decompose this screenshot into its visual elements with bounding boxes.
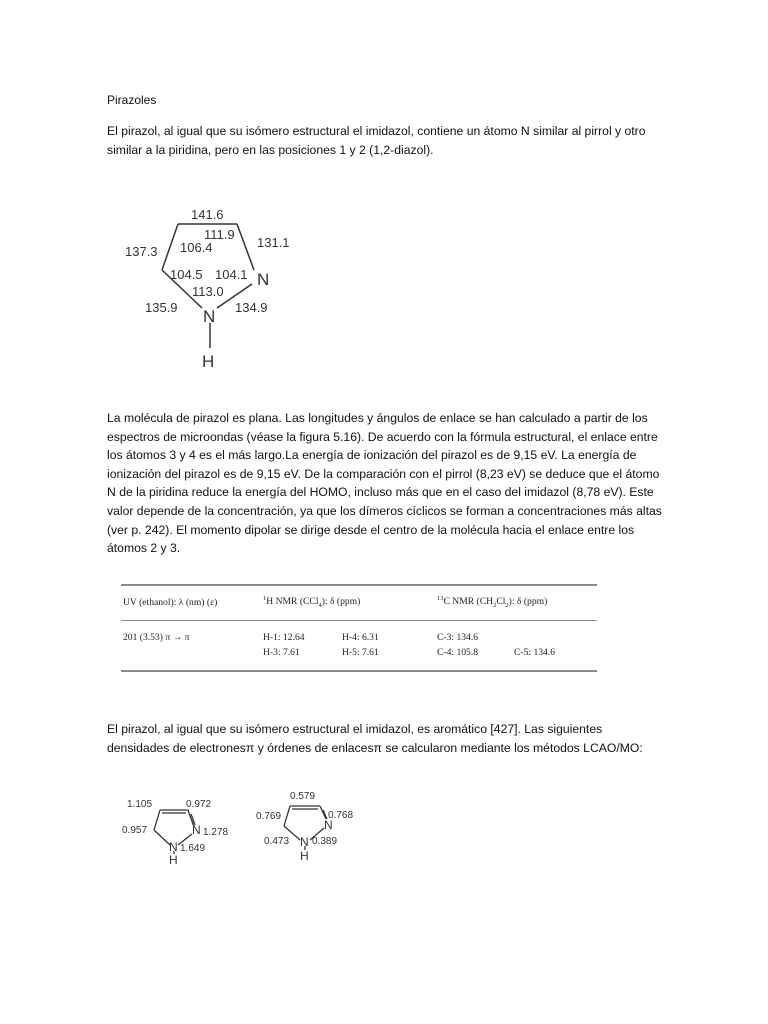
angle-top-left: 106.4 — [180, 240, 213, 255]
bond-length-right: 131.1 — [257, 235, 290, 250]
atom-n1: N — [203, 307, 216, 326]
bond-length-top: 141.6 — [191, 207, 224, 222]
angle-n2: 104.1 — [215, 267, 248, 282]
s3-atom-n2: N — [324, 818, 333, 832]
s2-atom-n2: N — [192, 823, 201, 837]
angle-n1: 113.0 — [192, 284, 224, 299]
table-top-rule — [121, 584, 597, 586]
aromaticity-paragraph: El pirazol, al igual que su isómero estructural el imidazol, es aromático [427]. Las siguientes densidades de electronesπ y órdenes de enlacesπ se calcularon mediante los métodos LCAO/MO: — [107, 722, 643, 755]
c-nmr-c3: C-3: 134.6 — [437, 632, 479, 643]
c-nmr-c5: C-5: 134.6 — [514, 647, 556, 658]
angle-top-right: 111.9 — [204, 227, 235, 242]
h-nmr-h3: H-3: 7.61 — [263, 647, 300, 658]
atom-n2: N — [257, 270, 270, 289]
density-c4: 1.105 — [127, 799, 153, 810]
density-n2: 1.278 — [203, 827, 229, 838]
pi-bond-order-diagram — [256, 784, 371, 864]
bond-length-bottom-left: 135.9 — [145, 300, 178, 315]
c-nmr-c4: C-4: 105.8 — [437, 647, 479, 658]
pi-electron-density-diagram — [118, 788, 233, 868]
h-nmr-h5: H-5: 7.61 — [342, 647, 379, 658]
bond-order-top: 0.579 — [290, 791, 316, 802]
spectroscopy-table — [121, 584, 597, 672]
density-c5: 0.957 — [122, 825, 148, 836]
table-header-rule — [121, 620, 597, 621]
bond-order-right: 0.768 — [328, 810, 354, 821]
bond-order-left: 0.769 — [256, 811, 282, 822]
density-n1: 1.649 — [180, 843, 206, 854]
header-uv: UV (ethanol): λ (nm) (ε) — [123, 597, 218, 608]
bond-length-bottom-right: 134.9 — [235, 300, 268, 315]
table-bottom-rule — [121, 670, 597, 672]
h-nmr-h1: H-1: 12.64 — [263, 632, 305, 643]
s3-atom-h: H — [300, 849, 309, 863]
s2-atom-h: H — [169, 853, 178, 867]
bond-length-left: 137.3 — [125, 244, 158, 259]
h-nmr-h4: H-4: 6.31 — [342, 632, 379, 643]
section-heading: Pirazoles — [107, 93, 157, 107]
angle-bottom-left: 104.5 — [170, 267, 203, 282]
header-c-nmr: $^{13}$C NMR $(CH_2Cl_2)$: δ (ppm) — [437, 595, 548, 610]
s2-atom-n1: N — [169, 840, 178, 854]
s3-atom-n1: N — [300, 835, 309, 849]
density-c3: 0.972 — [186, 799, 212, 810]
atom-h: H — [202, 352, 215, 371]
structure-paragraph: La molécula de pirazol es plana. Las longitudes y ángulos de enlace se han calculado a partir de los espectros de microondas (véase la figura 5.16). De acuerdo con la fórmula estructural, el enlace entre los átomos 3 y 4 es el más largo.La energía de ionización del pirazol es de 9,15 eV. La energía de ionización del pirazol es de 9,15 eV. De la comparación con el pirrol (8,23 eV) se deduce que el átomo N de la piridina reduce la energía del HOMO, incluso más que en el caso del imidazol (8,78 eV). Este valor depende de la concentración, ya que los dímeros cíclicos se forman a concentraciones más altas (ver p. 242). El momento dipolar se dirige desde el centro de la molécula hacia el enlace entre los átomos 2 y 3. — [107, 411, 662, 556]
bond-order-bottom-right: 0.389 — [312, 836, 338, 847]
intro-paragraph: El pirazol, al igual que su isómero estructural el imidazol, contiene un átomo N similar al pirrol y otro similar a la piridina, pero en las posiciones 1 y 2 (1,2-diazol). — [107, 124, 646, 157]
bond-order-bottom-left: 0.473 — [264, 836, 290, 847]
pyrazole-bond-diagram — [120, 195, 290, 370]
uv-value: 201 (3.53) π → π — [123, 632, 190, 643]
header-h-nmr: $^1$H NMR (CCl$_4$): δ (ppm) — [263, 595, 361, 610]
